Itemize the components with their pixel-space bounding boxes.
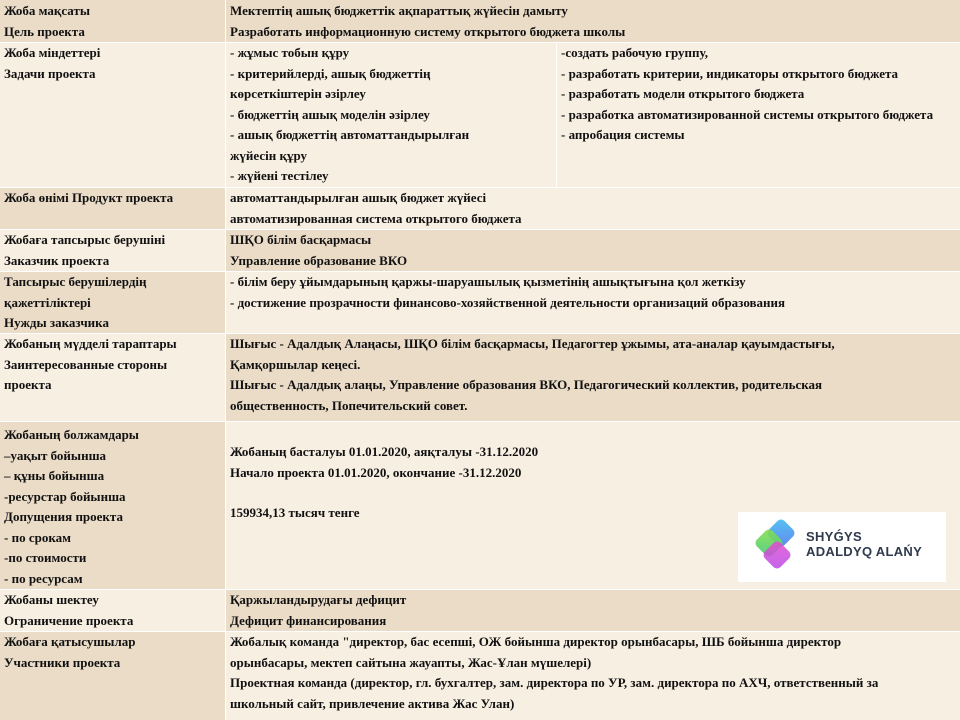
row-divider	[0, 229, 960, 230]
label-constraints	[0, 589, 226, 631]
label-line: –уақыт бойынша	[4, 447, 107, 463]
label-line: Заказчик проекта	[4, 252, 110, 268]
task-line: - разработать модели открытого бюджета	[561, 86, 805, 101]
value-line: Қаржыландырудағы дефицит	[230, 592, 407, 607]
row-divider	[0, 42, 960, 43]
value-line: - білім беру ұйымдарының қаржы-шаруашылық қызметінің ашықтығына қол жеткізу	[230, 274, 746, 289]
label-assumptions	[0, 421, 226, 589]
label-project-product	[0, 187, 226, 229]
value-line: ШҚО білім басқармасы	[230, 232, 372, 247]
value-tasks-kz	[226, 42, 557, 187]
label-line: Жобаға қатысушылар	[4, 634, 136, 649]
row-divider	[0, 589, 960, 590]
row-divider	[0, 421, 960, 422]
label-line: Участники проекта	[4, 654, 121, 670]
row-divider	[0, 631, 960, 632]
value-project-customer	[226, 229, 960, 271]
value-tasks-ru	[557, 42, 960, 187]
label-line: – құны бойынша	[4, 468, 105, 483]
label-line: Заинтересованные стороны	[4, 356, 168, 372]
label-line: Жобаға тапсырыс берушіні	[4, 232, 166, 247]
value-line: автоматтандырылған ашық бюджет жүйесі	[230, 190, 487, 205]
label-line: Жобаның мүдделі тараптары	[4, 336, 177, 351]
label-participants	[0, 631, 226, 720]
value-project-product	[226, 187, 960, 229]
label-line: проекта	[4, 377, 52, 392]
value-line: Разработать информационную систему открытого бюджета школы	[230, 23, 626, 39]
task-line: - апробация системы	[561, 127, 685, 142]
column-divider	[556, 42, 557, 187]
value-customer-needs	[226, 271, 960, 333]
project-cost: 159934,13 тысяч тенге	[230, 505, 360, 520]
label-project-tasks	[0, 42, 226, 187]
value-participants	[226, 631, 960, 720]
logo-mark-icon	[746, 518, 804, 576]
logo-line-2: ADALDYQ ALAŃY	[806, 544, 923, 559]
stakeholders-ru: Шығыс - Адалдық алаңы, Управление образования ВКО, Педагогический коллектив, родительская общественность, Попечительский совет.	[230, 377, 823, 413]
shygys-adaldyq-alany-logo	[738, 512, 946, 582]
task-line: - бюджеттің ашық моделін әзірлеу	[230, 106, 430, 122]
label-line: Жоба мақсаты	[4, 3, 91, 18]
label-line: Жобаның болжамдары	[4, 427, 139, 442]
label-line: Допущения проекта	[4, 509, 123, 524]
value-line: Дефицит финансирования	[230, 612, 387, 628]
label-line: - по срокам	[4, 529, 71, 545]
label-line: қажеттіліктері	[4, 294, 91, 310]
label-line: Цель проекта	[4, 23, 85, 39]
label-line: Жоба міндеттері	[4, 45, 101, 60]
participants-kz: Жобалық команда "директор, бас есепші, ОЖ бойынша директор орынбасары, ШБ бойынша директор орынбасары, мектеп сайтына жауапты, Жас-Ұлан мүшелері)	[230, 634, 842, 670]
participants-ru: Проектная команда (директор, гл. бухгалтер, зам. директора по УР, зам. директора по АХЧ, ответственный за школьный сайт, привлечение актива Жас Улан)	[230, 675, 879, 711]
task-line: - разработка автоматизированной системы открытого бюджета	[561, 106, 934, 122]
value-project-goal	[226, 0, 960, 42]
label-line: - по ресурсам	[4, 570, 83, 586]
label-project-customer	[0, 229, 226, 271]
task-line: - жұмыс тобын құру	[230, 45, 350, 60]
label-project-goal	[0, 0, 226, 42]
stakeholders-kz: Шығыс - Адалдық Алаңасы, ШҚО білім басқармасы, Педагогтер ұжымы, ата-аналар қауымдастығы, Қамқоршылар кеңесі.	[230, 336, 835, 372]
task-line: көрсеткіштерін әзірлеу	[230, 86, 366, 101]
label-line: Тапсырыс берушілердің	[4, 274, 147, 289]
task-line: жүйесін құру	[230, 147, 308, 163]
label-line: Ограничение проекта	[4, 612, 134, 628]
value-line: - достижение прозрачности финансово-хозяйственной деятельности организаций образования	[230, 294, 786, 310]
label-line: -ресурстар бойынша	[4, 488, 126, 504]
task-line: - критерийлерді, ашық бюджеттің	[230, 65, 431, 81]
label-customer-needs	[0, 271, 226, 333]
value-line: Управление образование ВКО	[230, 252, 408, 268]
row-divider	[0, 271, 960, 272]
task-line: -создать рабочую группу,	[561, 45, 708, 60]
value-line: Мектептің ашық бюджеттік ақпараттық жүйесін дамыту	[230, 3, 568, 18]
label-line: Жобаны шектеу	[4, 592, 99, 607]
value-line: Начало проекта 01.01.2020, окончание -31.12.2020	[230, 464, 522, 480]
value-stakeholders	[226, 333, 960, 421]
label-line: Задачи проекта	[4, 65, 96, 81]
label-line: Нужды заказчика	[4, 315, 109, 330]
row-divider	[0, 333, 960, 334]
value-line: автоматизированная система открытого бюджета	[230, 210, 522, 226]
label-line: -по стоимости	[4, 550, 87, 565]
task-line: - ашық бюджеттің автоматтандырылған	[230, 127, 470, 142]
logo-line-1: SHYǴYS	[806, 529, 862, 544]
label-line: Жоба өнімі Продукт проекта	[4, 190, 174, 205]
task-line: - жүйені тестілеу	[230, 168, 329, 183]
task-line: - разработать критерии, индикаторы открытого бюджета	[561, 65, 899, 81]
row-divider	[0, 187, 960, 188]
column-divider	[225, 0, 226, 720]
logo-wordmark	[806, 529, 922, 559]
value-constraints	[226, 589, 960, 631]
label-stakeholders	[0, 333, 226, 421]
value-line: Жобаның басталуы 01.01.2020, аяқталуы -31.12.2020	[230, 444, 539, 459]
